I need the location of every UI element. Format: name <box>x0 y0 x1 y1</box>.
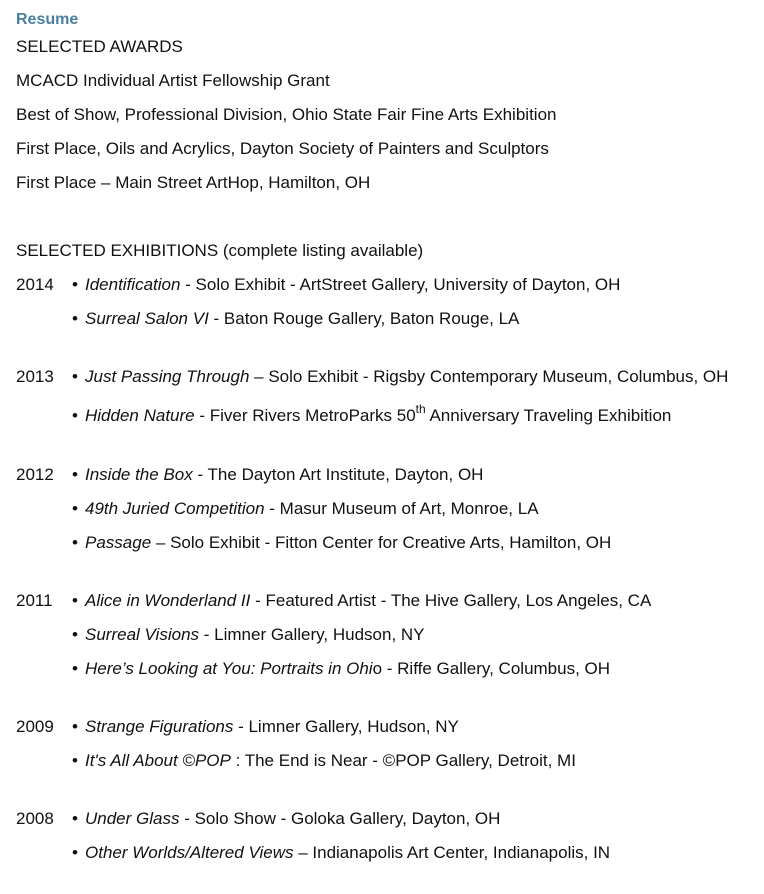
exhibition-row <box>16 492 764 526</box>
bullet: • <box>72 843 78 862</box>
award-item: First Place – Main Street ArtHop, Hamilton, OH <box>16 173 371 192</box>
exhibition-title: It's All About ©POP <box>85 751 231 770</box>
exhibition-detail: - Baton Rouge Gallery, Baton Rouge, LA <box>208 309 520 328</box>
exhibition-detail: - Masur Museum of Art, Monroe, LA <box>264 499 539 518</box>
exhibition-row <box>16 526 764 560</box>
award-item: MCACD Individual Artist Fellowship Grant <box>16 71 330 90</box>
exhibition-detail: – Solo Exhibit - Fitton Center for Creative Arts, Hamilton, OH <box>151 533 612 552</box>
bullet: • <box>72 591 78 610</box>
exhibition-year: 2009 <box>16 717 54 736</box>
exhibition-detail: - Fiver Rivers MetroParks 50 <box>194 406 416 425</box>
bullet: • <box>72 717 78 736</box>
exhibition-title: Hidden Nature <box>85 406 195 425</box>
exhibition-row <box>16 744 764 778</box>
exhibition-title: Identification <box>85 275 181 294</box>
exhibition-title: Inside the Box <box>85 465 193 484</box>
awards-heading: SELECTED AWARDS <box>16 37 183 56</box>
bullet: • <box>72 809 78 828</box>
exhibition-detail: o - Riffe Gallery, Columbus, OH <box>372 659 611 678</box>
exhibition-title: Under Glass <box>85 809 180 828</box>
exhibition-item <box>85 744 576 778</box>
exhibition-detail: – Indianapolis Art Center, Indianapolis, IN <box>293 843 611 862</box>
exhibition-row <box>16 458 764 492</box>
exhibition-year: 2014 <box>16 275 54 294</box>
exhibition-detail: - The Dayton Art Institute, Dayton, OH <box>192 465 484 484</box>
exhibition-detail: Anniversary Traveling Exhibition <box>425 406 672 425</box>
exhibition-year: 2012 <box>16 465 54 484</box>
bullet: • <box>72 751 78 770</box>
exhibition-item <box>85 360 728 394</box>
exhibition-row <box>16 802 764 836</box>
ordinal-suffix: th <box>415 402 426 416</box>
bullet: • <box>72 465 78 484</box>
exhibition-title: Other Worlds/Altered Views <box>85 843 294 862</box>
award-item: Best of Show, Professional Division, Ohio State Fair Fine Arts Exhibition <box>16 105 557 124</box>
exhibition-row <box>16 394 764 434</box>
exhibition-detail: – Solo Exhibit - Rigsby Contemporary Museum, Columbus, OH <box>249 367 729 386</box>
exhibitions-heading: SELECTED EXHIBITIONS (complete listing available) <box>16 241 424 260</box>
exhibition-row <box>16 836 764 870</box>
exhibition-row <box>16 710 764 744</box>
exhibition-detail: - Solo Show - Goloka Gallery, Dayton, OH <box>179 809 501 828</box>
exhibition-title: Strange Figurations <box>85 717 234 736</box>
exhibition-item <box>85 526 611 560</box>
exhibition-row <box>16 618 764 652</box>
bullet: • <box>72 659 78 678</box>
exhibition-row <box>16 302 764 336</box>
exhibition-row <box>16 652 764 686</box>
exhibition-year: 2011 <box>16 591 53 610</box>
bullet: • <box>72 367 78 386</box>
exhibition-item <box>85 302 519 336</box>
exhibition-row <box>16 584 764 618</box>
exhibition-title: Just Passing Through <box>85 367 250 386</box>
exhibition-detail: - Featured Artist - The Hive Gallery, Los Angeles, CA <box>250 591 652 610</box>
page-title: Resume <box>16 11 79 28</box>
exhibition-row <box>16 268 764 302</box>
exhibition-item <box>85 584 651 618</box>
exhibition-item <box>85 618 425 652</box>
exhibition-year: 2008 <box>16 809 54 828</box>
exhibition-item <box>85 492 539 526</box>
exhibition-detail: : The End is Near - ©POP Gallery, Detroit, MI <box>230 751 576 770</box>
exhibition-year: 2013 <box>16 367 54 386</box>
exhibition-detail: - Limner Gallery, Hudson, NY <box>199 625 425 644</box>
exhibition-row <box>16 360 764 394</box>
exhibition-item <box>85 268 620 302</box>
bullet: • <box>72 309 78 328</box>
exhibition-item <box>85 802 500 836</box>
exhibition-item <box>85 836 610 870</box>
exhibition-detail: - Solo Exhibit - ArtStreet Gallery, University of Dayton, OH <box>180 275 621 294</box>
exhibition-title: Surreal Salon VI <box>85 309 209 328</box>
bullet: • <box>72 625 78 644</box>
bullet: • <box>72 406 78 425</box>
exhibition-item <box>85 394 671 434</box>
award-item: First Place, Oils and Acrylics, Dayton Society of Painters and Sculptors <box>16 139 549 158</box>
bullet: • <box>72 533 78 552</box>
exhibition-title: 49th Juried Competition <box>85 499 265 518</box>
bullet: • <box>72 499 78 518</box>
exhibition-title: Passage <box>85 533 152 552</box>
exhibition-item <box>85 652 610 686</box>
section-spacer <box>16 202 764 234</box>
exhibition-title: Alice in Wonderland II <box>85 591 251 610</box>
exhibition-detail: - Limner Gallery, Hudson, NY <box>233 717 459 736</box>
bullet: • <box>72 275 78 294</box>
exhibition-item <box>85 710 459 744</box>
exhibition-title: Surreal Visions <box>85 625 200 644</box>
exhibition-item <box>85 458 483 492</box>
exhibition-title: Here’s Looking at You: Portraits in Ohi <box>85 659 373 678</box>
